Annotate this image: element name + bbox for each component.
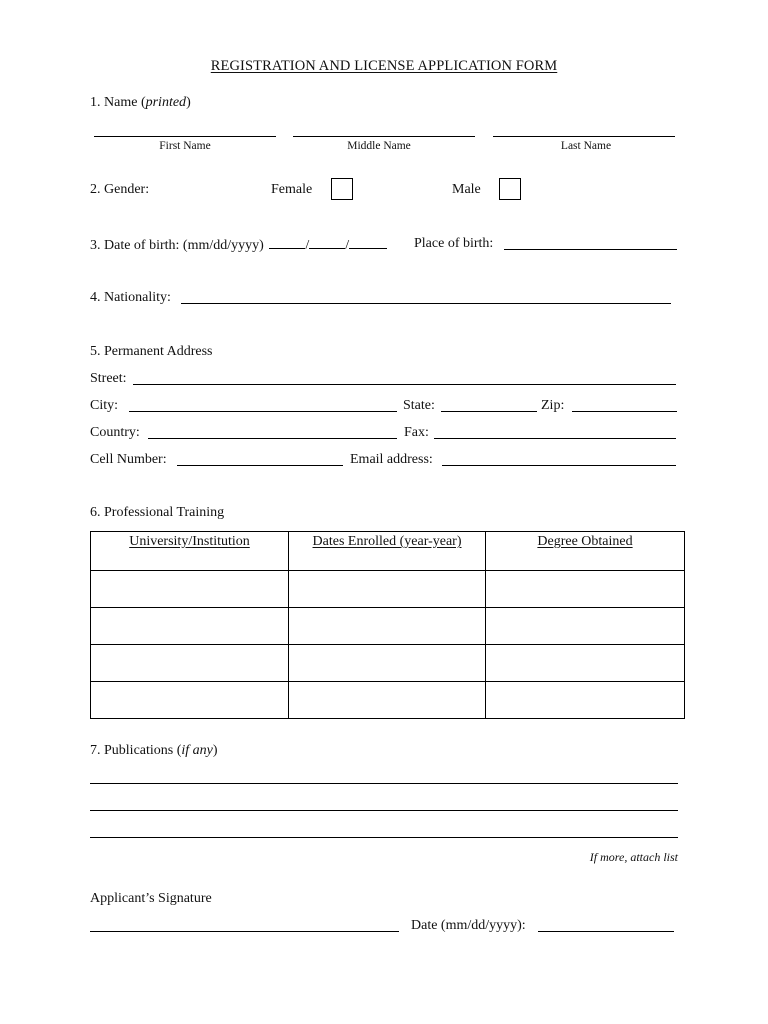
birth-year-field[interactable] [349,236,387,249]
signature-label: Applicant’s Signature [90,891,212,906]
female-label: Female [271,182,313,197]
publication-line-3[interactable] [90,837,678,838]
name-label-note: printed [145,95,187,110]
fax-label: Fax: [404,425,429,440]
date-separator: / [305,238,310,253]
middle-name-field[interactable] [293,136,475,137]
dates-cell[interactable] [289,608,486,645]
birth-date-row [90,236,387,254]
street-field[interactable] [133,384,676,385]
training-table [90,531,685,719]
country-label: Country: [90,425,140,440]
street-label: Street: [90,371,127,386]
female-checkbox[interactable] [331,178,353,200]
table-row [91,608,685,645]
table-row [91,682,685,719]
attach-list-note: If more, attach list [589,850,678,864]
zip-field[interactable] [572,411,677,412]
training-heading: 6. Professional Training [90,505,225,520]
name-label: 1. Name [90,95,138,110]
email-label: Email address: [350,452,433,467]
table-row [91,645,685,682]
state-field[interactable] [441,411,537,412]
email-field[interactable] [442,465,676,466]
city-label: City: [90,398,119,413]
publications-label: 7. Publications [90,743,174,758]
gender-label: 2. Gender: [90,182,150,197]
institution-cell[interactable] [91,645,289,682]
publication-line-2[interactable] [90,810,678,811]
state-label: State: [403,398,435,413]
signature-date-field[interactable] [538,931,674,932]
signature-date-label: Date (mm/dd/yyyy): [411,918,526,933]
male-label: Male [452,182,481,197]
degree-cell[interactable] [486,608,685,645]
birth-place-label: Place of birth: [414,236,494,251]
column-header-institution: University/Institution [91,532,289,571]
middle-name-caption: Middle Name [347,140,411,152]
publication-line-1[interactable] [90,783,678,784]
name-heading: 1. Name (printed) [90,95,191,110]
cell-number-label: Cell Number: [90,452,167,467]
table-header-row [91,532,685,571]
male-checkbox[interactable] [499,178,521,200]
institution-cell[interactable] [91,608,289,645]
publications-label-note: if any [181,743,213,758]
birth-place-field[interactable] [504,249,677,250]
signature-field[interactable] [90,931,399,932]
nationality-label: 4. Nationality: [90,290,171,305]
degree-cell[interactable] [486,645,685,682]
birth-date-label: 3. Date of birth: (mm/dd/yyyy) [90,238,264,253]
last-name-caption: Last Name [560,140,612,152]
institution-cell[interactable] [91,571,289,608]
birth-month-field[interactable] [269,236,305,249]
last-name-field[interactable] [493,136,675,137]
first-name-field[interactable] [94,136,276,137]
column-header-dates: Dates Enrolled (year-year) [289,532,486,571]
cell-number-field[interactable] [177,465,343,466]
institution-cell[interactable] [91,682,289,719]
column-header-degree: Degree Obtained [486,532,685,571]
dates-cell[interactable] [289,682,486,719]
address-heading: 5. Permanent Address [90,344,213,359]
date-separator: / [345,238,350,253]
dates-cell[interactable] [289,645,486,682]
first-name-caption: First Name [159,140,211,152]
publications-heading: 7. Publications (if any) [90,743,218,758]
dates-cell[interactable] [289,571,486,608]
table-row [91,571,685,608]
fax-field[interactable] [434,438,676,439]
nationality-field[interactable] [181,303,671,304]
degree-cell[interactable] [486,571,685,608]
birth-day-field[interactable] [309,236,345,249]
degree-cell[interactable] [486,682,685,719]
zip-label: Zip: [541,398,565,413]
country-field[interactable] [148,438,397,439]
city-field[interactable] [129,411,397,412]
form-title: REGISTRATION AND LICENSE APPLICATION FORM [210,58,558,74]
